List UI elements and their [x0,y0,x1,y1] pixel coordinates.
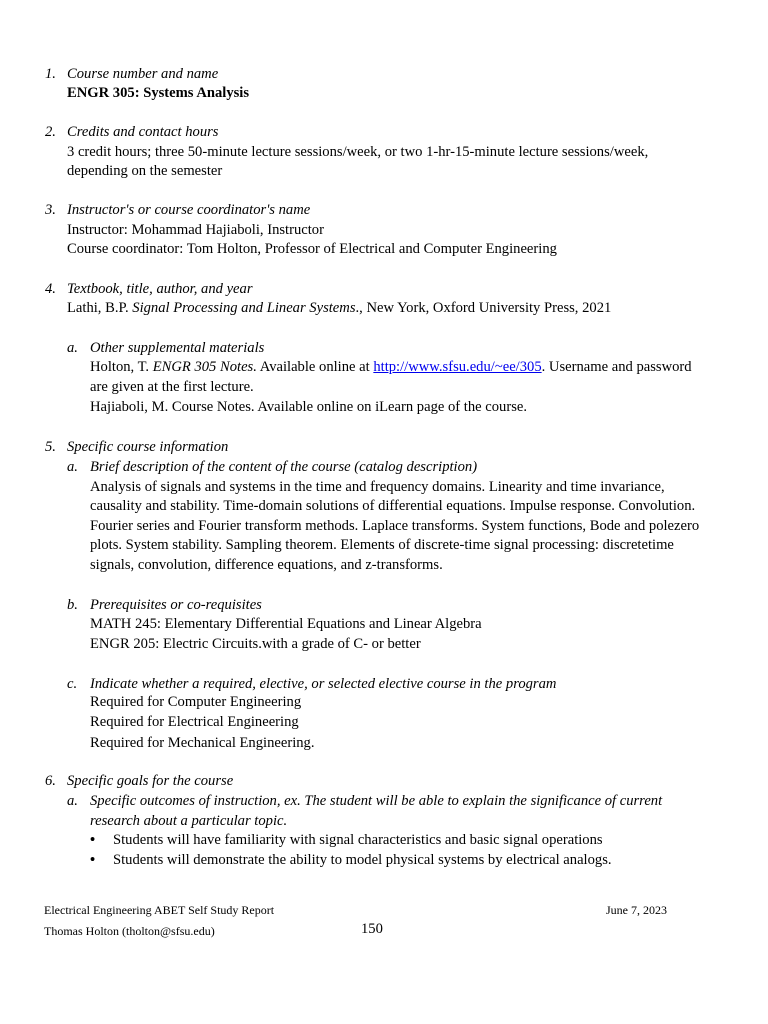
section-1-number: 1. [45,66,56,82]
credits-line-2: depending on the semester [67,163,223,179]
supplemental-line-2: are given at the first lecture. [90,379,254,395]
section-5b-heading: Prerequisites or co-requisites [90,597,262,613]
goal-bullet-item: Students will demonstrate the ability to model physical systems by electrical analogs. [113,852,612,868]
bullet-icon: • [90,852,96,868]
section-4-heading: Textbook, title, author, and year [67,281,253,297]
section-2-number: 2. [45,124,56,140]
catalog-description-line: Fourier series and Fourier transform methods. Laplace transforms. System functions, Bode and polezero [90,518,700,534]
section-3-heading: Instructor's or course coordinator's name [67,202,311,218]
catalog-description-line: Analysis of signals and systems in the time and frequency domains. Linearity and time invariance, [90,479,665,495]
catalog-description-line: plots. System stability. Sampling theorem. Elements of discrete-time signal processing: discretetime [90,537,674,553]
supplemental-available: Available online at [256,359,374,375]
supplemental-line-3: Hajiaboli, M. Course Notes. Available online on iLearn page of the course. [90,399,528,415]
section-5b-letter: b. [67,597,78,613]
course-number-name: ENGR 305: Systems Analysis [67,85,250,101]
course-notes-link[interactable]: http://www.sfsu.edu/~ee/305 [373,359,542,375]
section-5-number: 5. [45,439,56,455]
required-line: Required for Electrical Engineering [90,714,299,730]
supplemental-line-1 [90,358,692,377]
section-5c-letter: c. [67,676,78,692]
section-6-heading: Specific goals for the course [67,773,234,789]
supplemental-title: ENGR 305 Notes. [152,359,257,375]
section-6a-heading-line-2: research about a particular topic. [90,813,288,829]
instructor-line: Instructor: Mohammad Hajiaboli, Instructor [67,222,324,238]
textbook-title: Signal Processing and Linear Systems [132,300,356,316]
section-5c-heading: Indicate whether a required, elective, or selected elective course in the program [90,676,557,692]
textbook-author: Lathi, B.P. [67,300,133,316]
supplemental-author: Holton, T. [90,359,153,375]
page-number: 150 [361,921,383,937]
section-1-heading: Course number and name [67,66,219,82]
section-6a-letter: a. [67,793,78,809]
required-line: Required for Mechanical Engineering. [90,735,315,751]
section-5a-letter: a. [67,459,78,475]
section-6-number: 6. [45,773,56,789]
coordinator-line: Course coordinator: Tom Holton, Professor of Electrical and Computer Engineering [67,241,557,257]
footer-report-title: Electrical Engineering ABET Self Study Report [44,903,275,917]
textbook-publisher: ., New York, Oxford University Press, 2021 [355,300,612,316]
section-4a-letter: a. [67,340,78,356]
section-6a-heading-line-1: Specific outcomes of instruction, ex. The student will be able to explain the significance of current [90,793,663,809]
textbook-line [67,299,611,318]
bullet-icon: • [90,832,96,848]
goal-bullet-item: Students will have familiarity with signal characteristics and basic signal operations [113,832,603,848]
section-5a-heading: Brief description of the content of the course (catalog description) [90,459,478,475]
footer-date: June 7, 2023 [606,903,667,917]
section-3-number: 3. [45,202,56,218]
catalog-description-line: signals, convolution, difference equations, and z-transforms. [90,557,443,573]
prerequisite-line: ENGR 205: Electric Circuits.with a grade of C- or better [90,636,421,652]
catalog-description-line: causality and stability. Time-domain solutions of differential equations. Impulse response. Convolution. [90,498,696,514]
credits-line-1: 3 credit hours; three 50-minute lecture sessions/week, or two 1-hr-15-minute lecture sessions/week, [67,144,649,160]
supplemental-username: . Username and password [541,359,692,375]
required-line: Required for Computer Engineering [90,694,302,710]
section-4a-heading: Other supplemental materials [90,340,265,356]
section-2-heading: Credits and contact hours [67,124,219,140]
prerequisite-line: MATH 245: Elementary Differential Equations and Linear Algebra [90,616,482,632]
footer-author: Thomas Holton (tholton@sfsu.edu) [44,924,215,938]
section-5-heading: Specific course information [67,439,229,455]
section-4-number: 4. [45,281,56,297]
